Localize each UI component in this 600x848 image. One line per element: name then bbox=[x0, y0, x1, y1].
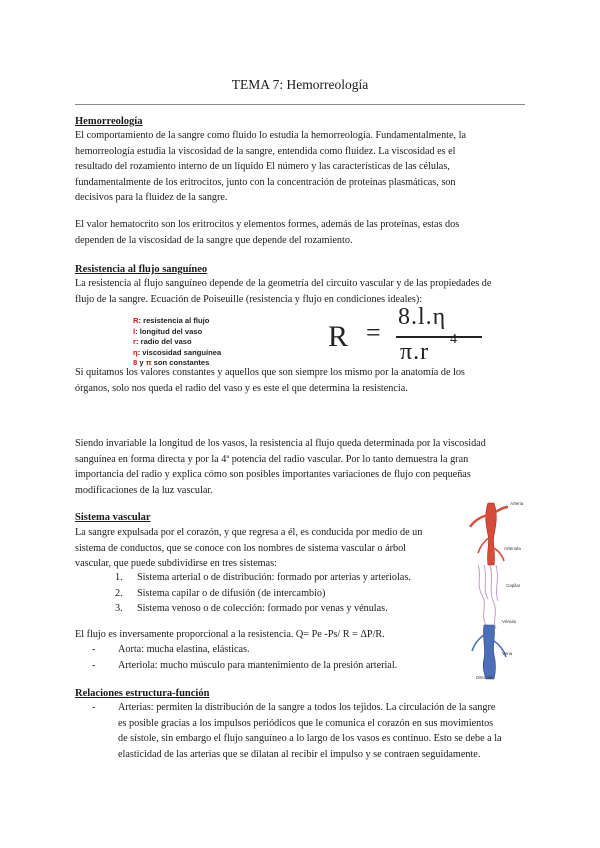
fraction-bar bbox=[396, 336, 482, 338]
paragraph-resistencia-intro bbox=[75, 276, 525, 307]
figure-label-capilar: Capilar bbox=[506, 583, 521, 588]
paragraph-resistencia-a bbox=[75, 365, 525, 396]
heading-resistencia: Resistencia al flujo sanguíneo bbox=[75, 264, 208, 275]
formula-equals: = bbox=[366, 318, 381, 347]
legend-item: l: longitud del vaso bbox=[133, 326, 203, 336]
vascular-tree-figure bbox=[458, 495, 538, 681]
formula-denominator: π.r bbox=[400, 339, 430, 365]
list-item: - Arteriola: mucho músculo para mantenimiento de la presión arterial. bbox=[92, 659, 398, 671]
arteriole-branch bbox=[470, 515, 488, 527]
arteriole-branch bbox=[494, 507, 508, 513]
text-line: hemorreología estudia la viscosidad de la sangre, entendida como fluidez. La viscosidad es el bbox=[75, 145, 456, 157]
text-line: La resistencia al flujo sanguíneo depende de la geometría del circuito vascular y de las propiedades de bbox=[75, 278, 492, 289]
text-line: El comportamiento de la sangre como fluido lo estudia la hemorreología. Fundamentalmente, la bbox=[75, 130, 466, 141]
list-item: 3. Sistema venoso o de colección: formado por venas y vénulas. bbox=[115, 603, 388, 614]
vascular-systems-list bbox=[115, 570, 411, 617]
text-line: órganos, solo nos queda el radio del vaso y es este el que determina la resistencia. bbox=[75, 382, 408, 394]
text-line: resultado del rozamiento interno de un líquido El número y las características de las células, bbox=[75, 161, 450, 172]
text-line: Siendo invariable la longitud de los vasos, la resistencia al flujo queda determinada por la viscosidad bbox=[75, 438, 486, 449]
text-line: fundamentalmente de los eritrocitos, junto con la concentración de proteínas plasmáticas, son bbox=[75, 176, 456, 188]
paragraph-resistencia-b bbox=[75, 436, 525, 498]
text-line: sanguínea en forma directa y por la 4ª potencia del radio vascular. Por lo tanto demuestra la gran bbox=[75, 453, 469, 465]
paragraph-hemorreologia-2 bbox=[75, 217, 525, 248]
flow-equation-line: El flujo es inversamente proporcional a la resistencia. Q= Pe -Ps/ R = ΔP/R. bbox=[75, 629, 385, 640]
legend-item: 8 y π son constantes bbox=[133, 358, 210, 367]
list-marker: - bbox=[92, 702, 96, 713]
list-item: 2. Sistema capilar o de difusión (de intercambio) bbox=[115, 587, 326, 599]
figure-label-bottom: Dirección bbox=[476, 675, 494, 680]
legend-item: r: radio del vaso bbox=[133, 337, 192, 346]
title-divider bbox=[75, 104, 525, 105]
heading-relaciones: Relaciones estructura-función bbox=[75, 688, 210, 699]
heading-sistema-vascular: Sistema vascular bbox=[75, 512, 151, 523]
text-line: es posible gracias a los impulsos periódicos que le comunica el corazón en sus movimientos bbox=[118, 717, 494, 729]
text-line: elasticidad de las arterias que se dilatan al recibir el impulso y se contraen seguidamente. bbox=[118, 748, 481, 760]
text-line: sistema de conductos, que se conoce con los nombres de sistema vascular o árbol bbox=[75, 542, 406, 554]
legend-item: R: resistencia al flujo bbox=[133, 316, 210, 325]
text-line: de sístole, sin embargo el flujo sanguíneo a lo largo de los vasos es continuo. Esto se debe a la bbox=[118, 733, 502, 744]
heading-hemorreologia: Hemorreología bbox=[75, 116, 143, 127]
text-line: vascular, que puede subdividirse en tres sistemas: bbox=[75, 558, 277, 569]
formula-numerator: 8.l.η bbox=[398, 304, 447, 330]
text-line: Si quitamos los valores constantes y aquellos que son siempre los mismo por la anatomía de los bbox=[75, 367, 465, 378]
figure-label-vena: Vena bbox=[502, 651, 513, 656]
list-item: - Aorta: mucha elastina, elásticas. bbox=[92, 644, 250, 655]
formula-lhs: R bbox=[328, 320, 349, 353]
paragraph-hemorreologia-1 bbox=[75, 128, 525, 206]
paragraph-arterias bbox=[118, 700, 527, 762]
figure-label-top: Arteria bbox=[510, 501, 524, 506]
text-line: importancia del radio y explica cómo son posibles importantes variaciones de flujo con pequeñas bbox=[75, 469, 471, 480]
formula-exponent: 4 bbox=[450, 332, 457, 347]
legend-item: η: viscosidad sanguínea bbox=[133, 347, 222, 357]
venule-branch bbox=[472, 635, 484, 651]
poiseuille-legend bbox=[133, 316, 221, 369]
vessel-bullets bbox=[92, 642, 397, 673]
list-item: 1. Sistema arterial o de distribución: formado por arterias y arteriolas. bbox=[115, 572, 411, 583]
page-title: TEMA 7: Hemorreología bbox=[231, 77, 369, 92]
text-line: flujo de la sangre. Ecuación de Poiseuille (resistencia y flujo en condiciones ideales): bbox=[75, 293, 423, 305]
capillary-bed bbox=[478, 565, 498, 629]
text-line: El valor hematocrito son los eritrocitos y elementos formes, además de las proteínas, estas dos bbox=[75, 219, 460, 230]
text-line: modificaciones de la luz vascular. bbox=[75, 484, 213, 496]
figure-label-venula: Vénula bbox=[502, 619, 517, 624]
text-line: La sangre expulsada por el corazón, y que regresa a él, es conducida por medio de un bbox=[75, 527, 423, 538]
figure-label-arteriola: Arteriola bbox=[504, 546, 521, 551]
text-line: dependen de la viscosidad de la sangre que depende del rozamiento. bbox=[75, 234, 353, 246]
text-line: Arterias: permiten la distribución de la sangre a todos los tejidos. La circulación de la sangre bbox=[118, 702, 496, 713]
vein-shape bbox=[483, 625, 495, 679]
text-line: decisivos para la fluidez de la sangre. bbox=[75, 192, 228, 203]
paragraph-sistema-vascular bbox=[75, 525, 465, 572]
